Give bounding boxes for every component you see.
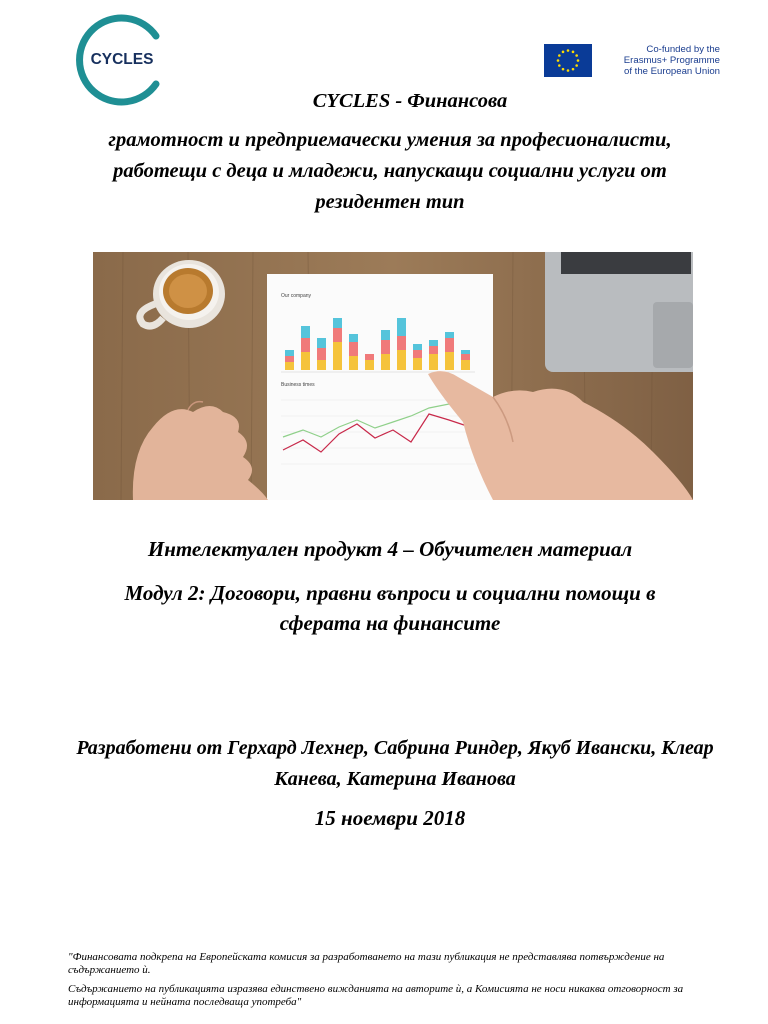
- paper-bar-segment: [445, 338, 454, 352]
- paper-bar-segment: [349, 342, 358, 356]
- paper-bar-segment: [317, 360, 326, 370]
- paper-bar-segment: [285, 356, 294, 362]
- eu-star: [575, 64, 578, 67]
- paper-bar-segment: [429, 346, 438, 354]
- product-subtitle: [90, 534, 690, 638]
- eu-star: [577, 59, 580, 62]
- cover-photo-graphic: [93, 252, 693, 500]
- eu-star: [567, 49, 570, 52]
- eu-star: [567, 69, 570, 72]
- paper-bar-segment: [333, 342, 342, 370]
- paper-bar-segment: [461, 354, 470, 360]
- eu-line-1: Co-funded by the: [646, 44, 720, 55]
- paper-chart-title-top: Our company: [281, 293, 312, 299]
- title-line-2: грамотност и предприемачески умения за професионалисти, работещи с деца и младежи, напускащи социални услуги от резидентен тип: [108, 129, 672, 213]
- eu-line-2: Erasmus+ Programme: [623, 55, 720, 66]
- paper-bar-segment: [381, 354, 390, 370]
- paper-bar-segment: [381, 340, 390, 354]
- funding-disclaimer: [68, 951, 728, 1015]
- eu-star: [575, 54, 578, 57]
- eu-star: [558, 54, 561, 57]
- paper-bar-segment: [317, 338, 326, 348]
- paper-bar-segment: [365, 354, 374, 360]
- document-title: [90, 86, 690, 218]
- paper-bar-segment: [413, 358, 422, 370]
- paper-bar-segment: [461, 350, 470, 354]
- paper-chart-title-bottom: Business times: [281, 382, 315, 388]
- cover-photo: [93, 252, 693, 500]
- paper-bar-segment: [349, 356, 358, 370]
- eu-flag-icon: [544, 44, 592, 77]
- paper-bar-segment: [301, 338, 310, 352]
- paper-bar-segment: [349, 334, 358, 342]
- eu-funding-badge: [544, 44, 720, 80]
- cycles-logo-text: CYCLES: [90, 51, 154, 68]
- eu-star: [572, 68, 575, 71]
- paper-bar-segment: [413, 350, 422, 358]
- paper-bar-segment: [381, 330, 390, 340]
- eu-star: [562, 68, 565, 71]
- paper-bar-segment: [397, 350, 406, 370]
- disclaimer-paragraph-2: Съдържанието на публикацията изразява единствено вижданията на авторите ѝ, а Комисията не носи никаква отговорност за информацията и нейната последваща употреба": [68, 983, 684, 1008]
- paper-bar-segment: [397, 336, 406, 350]
- module-heading: Модул 2: Договори, правни въпроси и социални помощи в сферата на финансите: [124, 581, 656, 635]
- intellectual-product-heading: Интелектуален продукт 4 – Обучителен материал: [147, 537, 633, 561]
- paper-bar-segment: [317, 348, 326, 360]
- eu-star: [562, 51, 565, 54]
- paper-bar-segment: [365, 360, 374, 370]
- authors-line: Разработени от Герхард Лехнер, Сабрина Риндер, Якуб Ивански, Клеар Канева, Катерина Иванова: [76, 737, 714, 790]
- paper-bar-segment: [429, 354, 438, 370]
- paper-bar-segment: [285, 350, 294, 356]
- eu-star: [572, 51, 575, 54]
- paper-bar-segment: [397, 318, 406, 336]
- eu-star: [557, 59, 560, 62]
- eu-funding-text: [600, 44, 720, 77]
- paper-bar-segment: [301, 352, 310, 370]
- title-line-1: CYCLES - Финансова: [312, 90, 508, 112]
- disclaimer-paragraph-1: "Финансовата подкрепа на Европейската комисия за разработването на тази публикация не представлява потвърждение на съдържанието ѝ.: [68, 951, 665, 976]
- paper-bar-segment: [445, 352, 454, 370]
- eu-star: [558, 64, 561, 67]
- eu-line-3: of the European Union: [623, 66, 720, 77]
- paper-bar-segment: [333, 318, 342, 328]
- paper-bar-segment: [413, 344, 422, 350]
- paper-bar-segment: [333, 328, 342, 342]
- paper-bar-segment: [301, 326, 310, 338]
- paper-bar-segment: [461, 360, 470, 370]
- publication-date: 15 ноември 2018: [314, 806, 466, 830]
- paper-bar-segment: [429, 340, 438, 346]
- paper-bar-segment: [445, 332, 454, 338]
- paper-bar-segment: [285, 362, 294, 370]
